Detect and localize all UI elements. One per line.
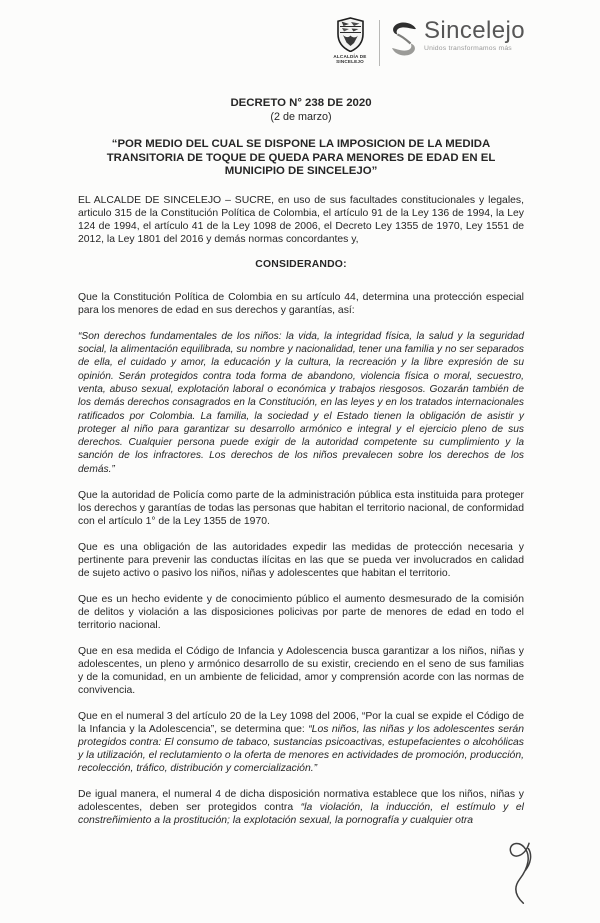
city-crest bbox=[329, 17, 371, 65]
paragraph-numeral-3 bbox=[78, 710, 524, 775]
brand-swirl-icon bbox=[389, 21, 419, 62]
paragraph-hecho-evidente: Que es un hecho evidente y de conocimiento público el aumento desmesurado de la comisión de delitos y violación a las disposiciones policivas por parte de menores de edad en todo el territorio nacional. bbox=[78, 594, 524, 632]
brand-name: Sincelejo bbox=[424, 17, 525, 44]
header-logos bbox=[329, 17, 525, 66]
decree-date: (2 de marzo) bbox=[270, 111, 332, 123]
numeral-4-quote: “la violación, la inducción, el estímulo y el constreñimiento a la prostitución; la explotación sexual, la pornografía y cualquier otra bbox=[78, 802, 524, 827]
numeral-3-quote: “Los niños, las niñas y los adolescentes serán protegidos contra: El consumo de tabaco, sustancias psicoactivas, estupefacientes o alcohólicas y la utilización, el reclutamiento o la oferta de menores en actividades de promoción, producción, recolección, tráfico, distribución y comercialización.” bbox=[78, 724, 524, 775]
shield-icon bbox=[329, 17, 371, 52]
city-brand bbox=[389, 17, 525, 62]
paragraph-numeral-4 bbox=[78, 788, 524, 827]
brand-tagline: Unidos transformamos más bbox=[424, 45, 512, 52]
crest-label-line2: SINCELEJO bbox=[336, 59, 364, 65]
crest-label-line1: ALCALDÍA DE bbox=[333, 54, 367, 59]
intro-paragraph: EL ALCALDE DE SINCELEJO – SUCRE, en uso de sus facultades constitucionales y legales, articulo 315 de la Constitución Política de Colombia, el artículo 91 de la Ley 136 de 1994, la Ley 124 de 1994, el artículo 41 de la Ley 1098 de 2006, el Decreto Ley 1355 de 1970, Ley 1551 de 2012, la Ley 1801 del 2016 y demás normas concordantes y, bbox=[78, 194, 524, 245]
decree-content bbox=[78, 97, 524, 840]
paragraph-codigo-infancia: Que en esa medida el Código de Infancia y Adolescencia busca garantizar a los niños, niñas y adolescentes, un pleno y armónico desarrollo de su existir, creciendo en el seno de sus familias y de la comunidad, en un ambiente de felicidad, amor y comprensión acorde con las normas de convivencia. bbox=[78, 646, 524, 697]
handwritten-signature-mark bbox=[496, 830, 558, 916]
numeral-4-lead: De igual manera, el numeral 4 de dicha disposición normativa establece que los niños, niñas y adolescentes, deben ser protegidos contra bbox=[78, 789, 524, 814]
paragraph-autoridad-policia: Que la autoridad de Policía como parte de la administración pública esta instituida para proteger los derechos y garantías de todas las personas que habitan el territorio nacional, de conformidad con el artículo 1° de la Ley 1355 de 1970. bbox=[78, 490, 524, 528]
decree-number: DECRETO N° 238 DE 2020 bbox=[230, 97, 372, 109]
decree-title: “POR MEDIO DEL CUAL SE DISPONE LA IMPOSICION DE LA MEDIDA TRANSITORIA DE TOQUE DE QUEDA PARA MENORES DE EDAD EN EL MUNICIPIO DE SINCELEJO” bbox=[106, 138, 496, 178]
constitution-article-quote: “Son derechos fundamentales de los niños: la vida, la integridad física, la salud y la seguridad social, la alimentación equilibrada, su nombre y nacionalidad, tener una familia y no ser separados de ella, el cuidado y amor, la educación y la cultura, la recreación y la libre expresión de su opinión. Serán protegidos contra toda forma de abandono, violencia física o moral, secuestro, venta, abuso sexual, explotación laboral o económica y trabajos riesgosos. Gozarán también de los demás derechos consagrados en la Constitución, en las leyes y en los tratados internacionales ratificados por Colombia. La familia, la sociedad y el Estado tienen la obligación de asistir y proteger al niño para garantizar su desarrollo armónico e integral y el ejercicio pleno de sus derechos. Cualquier persona puede exigir de la autoridad competente su cumplimiento y la sanción de los infractores. Los derechos de los niños prevalecen sobre los derechos de los demás.” bbox=[78, 330, 524, 475]
paragraph-obligacion-autoridades: Que es una obligación de las autoridades expedir las medidas de protección necesaria y pertinente para prevenir las conductas ilícitas en las que se pueda ver involucrados en calidad de sujeto activo o pasivo los niños, niñas y adolescentes que habitan el territorio. bbox=[78, 542, 524, 580]
considerando-heading: CONSIDERANDO: bbox=[255, 258, 347, 270]
numeral-3-lead: Que en el numeral 3 del artículo 20 de la Ley 1098 del 2006, “Por la cual se expide el Código de la Infancia y la Adolescencia”, se determina que: bbox=[78, 711, 524, 736]
header-divider bbox=[379, 20, 380, 66]
paragraph-constitucion: Que la Constitución Política de Colombia en su artículo 44, determina una protección especial para los menores de edad en sus derechos y garantías, así: bbox=[78, 291, 524, 316]
